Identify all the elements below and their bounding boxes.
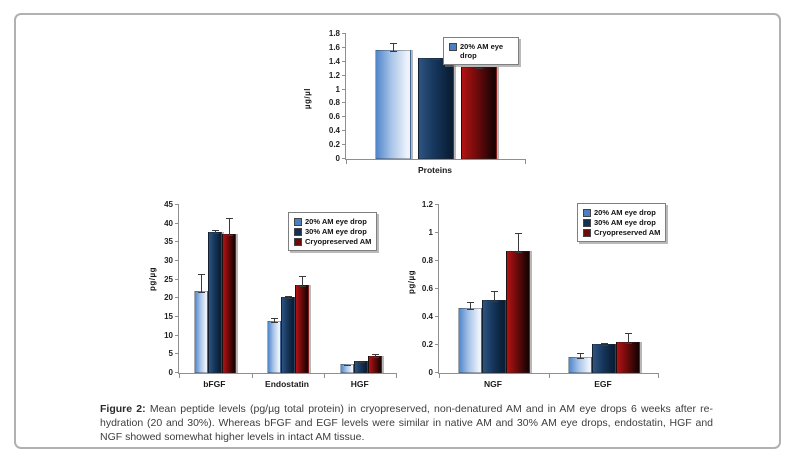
legend-marker: [294, 238, 302, 246]
y-tick-label: 15: [164, 312, 173, 321]
legend-label: 20% AM eye drop: [305, 217, 367, 226]
error-bar-cap: [285, 298, 292, 299]
error-bar-cap: [601, 345, 608, 346]
y-tick-label: 1: [335, 84, 340, 94]
error-bar-cap: [515, 252, 522, 253]
legend-marker: [583, 229, 591, 237]
category-label: HGF: [350, 379, 369, 389]
legend-item: [583, 218, 660, 227]
y-tick-label: 1: [428, 228, 433, 237]
y-tick-label: 25: [164, 274, 173, 284]
error-bar-cap: [491, 301, 498, 302]
legend-marker: [583, 219, 591, 227]
bar-HGF-cryopreserved-am: [368, 356, 382, 373]
y-tick-label: 5: [168, 349, 173, 359]
y-tick-label: 10: [164, 330, 173, 340]
bar-bFGF-20-am-eye-drop: [194, 291, 208, 373]
bar-Endostatin-30-am-eye-drop: [281, 297, 295, 373]
error-bar: [494, 291, 495, 302]
error-bar: [288, 296, 289, 299]
category-label: EGF: [594, 379, 612, 389]
bar-group-bFGF: [194, 205, 236, 373]
y-tick-label: 35: [164, 237, 173, 247]
y-tick-label: 0.2: [421, 340, 433, 349]
legend: [443, 37, 519, 65]
error-bar-cap: [372, 357, 379, 358]
error-bar-cap: [515, 233, 522, 234]
y-tick-label: 40: [164, 218, 173, 228]
error-bar-cap: [212, 230, 219, 231]
error-bar: [361, 362, 362, 363]
y-tick-label: 1.4: [328, 56, 340, 66]
category-label: bFGF: [203, 379, 226, 389]
bar-slot: [482, 205, 506, 373]
error-bar-cap: [390, 51, 397, 52]
error-bar-cap: [285, 296, 292, 297]
chart-bfgf-endostatin-hgf: [148, 195, 413, 397]
legend-label: Cryopreserved AM: [594, 228, 661, 237]
legend: [577, 203, 666, 242]
error-bar-cap: [358, 362, 365, 363]
error-bar-cap: [226, 218, 233, 219]
error-bar-cap: [271, 322, 278, 323]
error-bar-cap: [467, 302, 474, 303]
y-tick-label: 1.2: [421, 200, 433, 209]
error-bar-cap: [271, 318, 278, 319]
category-label: NGF: [484, 379, 502, 389]
x-tick-mark: [396, 373, 397, 378]
x-tick-mark: [346, 159, 347, 164]
y-tick-label: 1.8: [328, 29, 340, 38]
error-bar-cap: [212, 233, 219, 234]
bar-slot: [194, 205, 208, 373]
y-tick-label: 0.4: [421, 312, 433, 321]
error-bar: [479, 68, 480, 69]
legend-item: [294, 227, 371, 236]
legend-item: [449, 42, 513, 60]
bar-EGF-30-am-eye-drop: [592, 344, 616, 373]
bar-Endostatin-20-am-eye-drop: [267, 321, 281, 373]
error-bar: [393, 43, 394, 52]
error-bar: [375, 354, 376, 358]
y-tick-label: 1.2: [328, 70, 340, 80]
error-bar-cap: [577, 353, 584, 354]
error-bar-cap: [433, 59, 440, 60]
error-bar: [347, 365, 348, 366]
y-axis-label: pg/µg: [148, 267, 157, 291]
legend-label: 30% AM eye drop: [594, 218, 656, 227]
error-bar-cap: [467, 309, 474, 310]
legend-item: [583, 208, 660, 217]
x-tick-mark: [658, 373, 659, 378]
error-bar-cap: [625, 343, 632, 344]
bar-Proteins-20-am-eye-drop: [375, 50, 411, 159]
x-tick-mark: [439, 373, 440, 378]
bar-slot: [458, 205, 482, 373]
error-bar: [580, 353, 581, 359]
category-label: Proteins: [417, 165, 452, 175]
chart-total-protein: [283, 24, 538, 188]
error-bar: [436, 59, 437, 60]
y-tick-label: 0.4: [328, 126, 340, 136]
bar-slot: [267, 205, 281, 373]
bar-group-NGF: [458, 205, 530, 373]
y-axis-label: µg/µl: [303, 88, 312, 110]
bar-Proteins-30-am-eye-drop: [418, 58, 454, 159]
category-label: Endostatin: [265, 379, 309, 389]
bar-NGF-20-am-eye-drop: [458, 308, 482, 373]
x-tick-mark: [324, 373, 325, 378]
legend-marker: [294, 218, 302, 226]
legend-marker: [449, 43, 457, 51]
error-bar-cap: [198, 292, 205, 293]
error-bar: [470, 302, 471, 310]
bar-slot: [375, 34, 411, 159]
y-tick-label: 0.2: [328, 140, 340, 150]
error-bar-cap: [491, 291, 498, 292]
legend-marker: [583, 209, 591, 217]
category-labels: [438, 379, 658, 389]
y-tick-label: 1.6: [328, 42, 340, 52]
figure-caption: [100, 402, 713, 444]
bar-EGF-cryopreserved-am: [616, 342, 640, 373]
bar-slot: [208, 205, 222, 373]
error-bar-cap: [577, 358, 584, 359]
error-bar-cap: [390, 43, 397, 44]
error-bar-cap: [299, 286, 306, 287]
y-tick-label: 0.6: [328, 112, 340, 122]
x-tick-mark: [179, 373, 180, 378]
error-bar-cap: [344, 365, 351, 366]
legend-item: [294, 237, 371, 246]
y-tick-label: 0.6: [421, 284, 433, 293]
y-tick-label: 20: [164, 293, 173, 303]
y-tick-label: 30: [164, 256, 173, 265]
error-bar-cap: [372, 354, 379, 355]
error-bar: [302, 276, 303, 287]
bar-slot: [222, 205, 236, 373]
bar-slot: [506, 205, 530, 373]
error-bar: [628, 333, 629, 344]
y-axis-label: pg/µg: [407, 270, 416, 294]
figure-caption-label: Figure 2:: [100, 403, 146, 415]
x-tick-mark: [252, 373, 253, 378]
legend-label: 20% AM eye drop: [594, 208, 656, 217]
error-bar-cap: [625, 333, 632, 334]
bar-NGF-cryopreserved-am: [506, 251, 530, 373]
error-bar-cap: [601, 343, 608, 344]
bar-bFGF-30-am-eye-drop: [208, 232, 222, 373]
x-tick-mark: [549, 373, 550, 378]
y-tick-label: 0: [428, 368, 433, 377]
bar-Endostatin-cryopreserved-am: [295, 285, 309, 373]
y-tick-label: 0.8: [421, 256, 433, 265]
bar-bFGF-cryopreserved-am: [222, 234, 236, 373]
error-bar-cap: [299, 276, 306, 277]
error-bar: [274, 318, 275, 323]
category-labels: [345, 165, 525, 175]
legend-item: [294, 217, 371, 226]
x-tick-mark: [525, 159, 526, 164]
y-tick-label: 0: [335, 154, 340, 163]
error-bar-cap: [476, 68, 483, 69]
error-bar: [604, 343, 605, 346]
legend-marker: [294, 228, 302, 236]
legend: [288, 212, 377, 251]
y-tick-label: 0: [168, 368, 173, 377]
error-bar-cap: [198, 274, 205, 275]
bar-EGF-20-am-eye-drop: [568, 357, 592, 373]
error-bar: [201, 274, 202, 293]
legend-item: [583, 228, 660, 237]
y-tick-label: 0.8: [328, 98, 340, 108]
bar-NGF-30-am-eye-drop: [482, 300, 506, 373]
legend-label: 20% AM eye drop: [460, 42, 504, 60]
error-bar-cap: [226, 235, 233, 236]
error-bar: [229, 218, 230, 236]
legend-label: 30% AM eye drop: [305, 227, 367, 236]
category-labels: [178, 379, 396, 389]
legend-label: Cryopreserved AM: [305, 237, 372, 246]
y-tick-label: 45: [164, 200, 173, 209]
bar-Proteins-cryopreserved-am: [461, 67, 497, 159]
error-bar: [215, 230, 216, 234]
figure-caption-text: Mean peptide levels (pg/µg total protein) in cryopreserved, non-denatured AM and in AM eye drops 6 weeks after re-hydration (20 and 30%). Whereas bFGF and EGF levels were similar in native AM and 30% AM eye drops, endostatin, HGF and NGF showed somewhat higher levels in intact AM tissue.: [100, 403, 713, 443]
chart-ngf-egf: [405, 190, 700, 397]
error-bar: [518, 233, 519, 253]
